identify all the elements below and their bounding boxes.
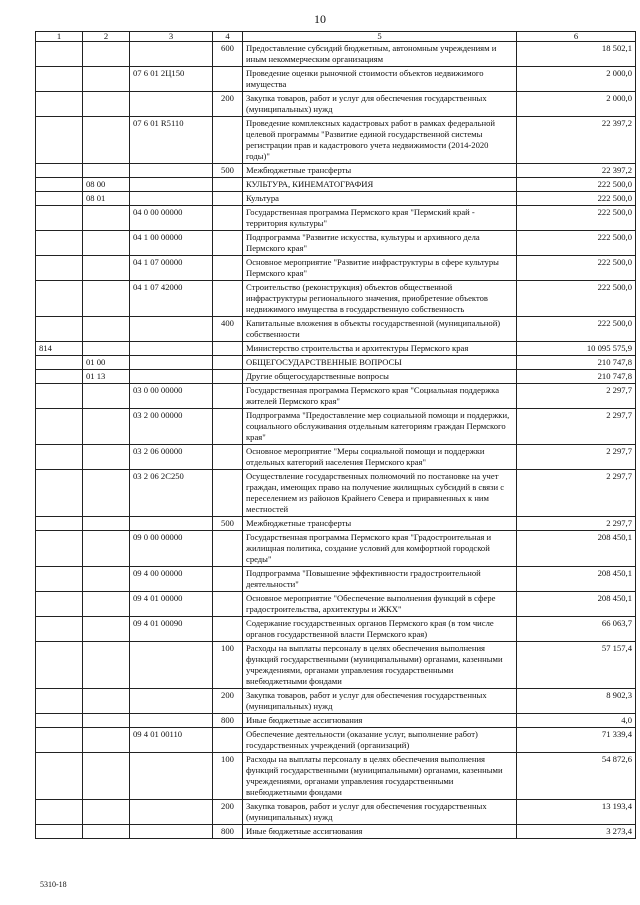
admin-code-cell [36,567,83,592]
target-article-cell: 03 2 06 2С250 [130,470,213,517]
table-row [36,825,636,839]
description-cell: Межбюджетные трансферты [243,164,517,178]
section-code-cell: 01 13 [83,370,130,384]
expense-type-cell [213,567,243,592]
table-row [36,642,636,689]
description-cell: КУЛЬТУРА, КИНЕМАТОГРАФИЯ [243,178,517,192]
section-code-cell [83,714,130,728]
target-article-cell [130,370,213,384]
expense-type-cell: 200 [213,92,243,117]
description-cell: Основное мероприятие "Меры социальной помощи и поддержки отдельных категорий населения Пермского края" [243,445,517,470]
amount-cell: 210 747,8 [517,370,636,384]
section-code-cell [83,384,130,409]
description-cell: ОБЩЕГОСУДАРСТВЕННЫЕ ВОПРОСЫ [243,356,517,370]
admin-code-cell [36,42,83,67]
admin-code-cell [36,206,83,231]
description-cell: Министерство строительства и архитектуры Пермского края [243,342,517,356]
target-article-cell: 09 4 01 00110 [130,728,213,753]
admin-code-cell [36,714,83,728]
table-row [36,517,636,531]
table-row [36,117,636,164]
expense-type-cell: 500 [213,164,243,178]
target-article-cell: 09 4 00 00000 [130,567,213,592]
description-cell: Строительство (реконструкция) объектов общественной инфраструктуры регионального значения, приобретение объектов недвижимого имущества в государственную собственность [243,281,517,317]
amount-cell: 208 450,1 [517,531,636,567]
target-article-cell: 04 0 00 00000 [130,206,213,231]
column-header: 5 [243,32,517,42]
budget-table [35,31,636,839]
expense-type-cell [213,617,243,642]
table-row [36,164,636,178]
section-code-cell [83,800,130,825]
target-article-cell: 03 2 06 00000 [130,445,213,470]
description-cell: Другие общегосударственные вопросы [243,370,517,384]
admin-code-cell: 814 [36,342,83,356]
expense-type-cell [213,531,243,567]
section-code-cell [83,753,130,800]
section-code-cell: 08 01 [83,192,130,206]
amount-cell: 2 297,7 [517,409,636,445]
description-cell: Закупка товаров, работ и услуг для обеспечения государственных (муниципальных) нужд [243,92,517,117]
table-row [36,714,636,728]
expense-type-cell [213,728,243,753]
amount-cell: 2 297,7 [517,470,636,517]
target-article-cell [130,317,213,342]
section-code-cell [83,567,130,592]
table-row [36,617,636,642]
table-row [36,800,636,825]
admin-code-cell [36,517,83,531]
target-article-cell [130,42,213,67]
admin-code-cell [36,592,83,617]
table-row [36,728,636,753]
table-header-row [36,32,636,42]
amount-cell: 57 157,4 [517,642,636,689]
table-row [36,256,636,281]
amount-cell: 208 450,1 [517,592,636,617]
description-cell: Государственная программа Пермского края "Градостроительная и жилищная политика, создание условий для комфортной городской среды" [243,531,517,567]
target-article-cell [130,800,213,825]
expense-type-cell [213,409,243,445]
section-code-cell: 08 00 [83,178,130,192]
description-cell: Проведение оценки рыночной стоимости объектов недвижимого имущества [243,67,517,92]
table-row [36,192,636,206]
table-row [36,317,636,342]
admin-code-cell [36,281,83,317]
description-cell: Расходы на выплаты персоналу в целях обеспечения выполнения функций государственными (муниципальными) органами, казенными учреждениями, органами управления государственными внебюджетными фондами [243,753,517,800]
table-row [36,206,636,231]
section-code-cell [83,617,130,642]
target-article-cell [130,689,213,714]
amount-cell: 13 193,4 [517,800,636,825]
admin-code-cell [36,753,83,800]
table-row [36,689,636,714]
section-code-cell [83,67,130,92]
admin-code-cell [36,370,83,384]
description-cell: Капитальные вложения в объекты государственной (муниципальной) собственности [243,317,517,342]
expense-type-cell: 400 [213,317,243,342]
section-code-cell [83,231,130,256]
amount-cell: 66 063,7 [517,617,636,642]
target-article-cell [130,178,213,192]
expense-type-cell: 600 [213,42,243,67]
section-code-cell [83,642,130,689]
expense-type-cell: 800 [213,714,243,728]
target-article-cell: 07 6 01 R5110 [130,117,213,164]
section-code-cell [83,470,130,517]
amount-cell: 222 500,0 [517,192,636,206]
section-code-cell [83,517,130,531]
section-code-cell [83,825,130,839]
section-code-cell [83,445,130,470]
admin-code-cell [36,445,83,470]
target-article-cell: 03 2 00 00000 [130,409,213,445]
amount-cell: 10 095 575,9 [517,342,636,356]
target-article-cell: 09 4 01 00090 [130,617,213,642]
target-article-cell [130,342,213,356]
section-code-cell [83,409,130,445]
amount-cell: 2 297,7 [517,384,636,409]
column-header: 4 [213,32,243,42]
description-cell: Основное мероприятие "Развитие инфраструктуры в сфере культуры Пермского края" [243,256,517,281]
admin-code-cell [36,800,83,825]
expense-type-cell [213,370,243,384]
description-cell: Обеспечение деятельности (оказание услуг, выполнение работ) государственных учреждений (организаций) [243,728,517,753]
amount-cell: 22 397,2 [517,117,636,164]
section-code-cell [83,281,130,317]
table-row [36,178,636,192]
table-row [36,409,636,445]
description-cell: Межбюджетные трансферты [243,517,517,531]
target-article-cell [130,642,213,689]
amount-cell: 2 297,7 [517,445,636,470]
admin-code-cell [36,728,83,753]
amount-cell: 22 397,2 [517,164,636,178]
section-code-cell [83,592,130,617]
target-article-cell [130,517,213,531]
admin-code-cell [36,164,83,178]
expense-type-cell: 100 [213,642,243,689]
target-article-cell [130,192,213,206]
amount-cell: 18 502,1 [517,42,636,67]
column-header: 1 [36,32,83,42]
column-header: 2 [83,32,130,42]
target-article-cell: 09 4 01 00000 [130,592,213,617]
expense-type-cell: 200 [213,800,243,825]
target-article-cell [130,714,213,728]
amount-cell: 8 902,3 [517,689,636,714]
target-article-cell: 09 0 00 00000 [130,531,213,567]
admin-code-cell [36,67,83,92]
target-article-cell: 04 1 00 00000 [130,231,213,256]
amount-cell: 54 872,6 [517,753,636,800]
target-article-cell: 04 1 07 42000 [130,281,213,317]
expense-type-cell [213,256,243,281]
table-row [36,281,636,317]
target-article-cell: 03 0 00 00000 [130,384,213,409]
admin-code-cell [36,409,83,445]
target-article-cell [130,825,213,839]
description-cell: Предоставление субсидий бюджетным, автономным учреждениям и иным некоммерческим организациям [243,42,517,67]
expense-type-cell: 800 [213,825,243,839]
section-code-cell: 01 00 [83,356,130,370]
amount-cell: 2 297,7 [517,517,636,531]
column-header: 6 [517,32,636,42]
admin-code-cell [36,256,83,281]
table-row [36,445,636,470]
table-row [36,370,636,384]
section-code-cell [83,317,130,342]
description-cell: Расходы на выплаты персоналу в целях обеспечения выполнения функций государственными (муниципальными) органами, казенными учреждениями, органами управления государственными внебюджетными фондами [243,642,517,689]
expense-type-cell [213,231,243,256]
expense-type-cell [213,445,243,470]
target-article-cell [130,753,213,800]
admin-code-cell [36,689,83,714]
admin-code-cell [36,384,83,409]
amount-cell: 2 000,0 [517,92,636,117]
expense-type-cell: 500 [213,517,243,531]
section-code-cell [83,342,130,356]
table-row [36,231,636,256]
amount-cell: 210 747,8 [517,356,636,370]
expense-type-cell [213,206,243,231]
admin-code-cell [36,317,83,342]
table-row [36,342,636,356]
section-code-cell [83,256,130,281]
expense-type-cell [213,281,243,317]
section-code-cell [83,42,130,67]
target-article-cell: 07 6 01 2Ц150 [130,67,213,92]
expense-type-cell [213,470,243,517]
amount-cell: 222 500,0 [517,178,636,192]
amount-cell: 222 500,0 [517,256,636,281]
expense-type-cell [213,356,243,370]
admin-code-cell [36,92,83,117]
section-code-cell [83,206,130,231]
amount-cell: 3 273,4 [517,825,636,839]
admin-code-cell [36,617,83,642]
admin-code-cell [36,192,83,206]
description-cell: Государственная программа Пермского края "Пермский край - территория культуры" [243,206,517,231]
section-code-cell [83,531,130,567]
expense-type-cell [213,592,243,617]
table-row [36,592,636,617]
description-cell: Подпрограмма "Предоставление мер социальной помощи и поддержки, социального обслуживания отдельным категориям граждан Пермского края" [243,409,517,445]
column-header: 3 [130,32,213,42]
description-cell: Закупка товаров, работ и услуг для обеспечения государственных (муниципальных) нужд [243,800,517,825]
description-cell: Подпрограмма "Развитие искусства, культуры и архивного дела Пермского края" [243,231,517,256]
admin-code-cell [36,470,83,517]
expense-type-cell [213,67,243,92]
admin-code-cell [36,231,83,256]
section-code-cell [83,728,130,753]
target-article-cell: 04 1 07 00000 [130,256,213,281]
section-code-cell [83,164,130,178]
section-code-cell [83,92,130,117]
expense-type-cell [213,178,243,192]
description-cell: Осуществление государственных полномочий по постановке на учет граждан, имеющих право на получение жилищных субсидий в связи с переселением из районов Крайнего Севера и приравненных к ним местностей [243,470,517,517]
admin-code-cell [36,642,83,689]
section-code-cell [83,117,130,164]
description-cell: Содержание государственных органов Пермского края (в том числе органов государственной власти Пермского края) [243,617,517,642]
target-article-cell [130,164,213,178]
footer-code: 5310-18 [40,880,67,889]
section-code-cell [83,689,130,714]
table-row [36,567,636,592]
description-cell: Культура [243,192,517,206]
description-cell: Основное мероприятие "Обеспечение выполнения функций в сфере градостроительства, архитектуры и ЖКХ" [243,592,517,617]
expense-type-cell: 100 [213,753,243,800]
expense-type-cell [213,342,243,356]
admin-code-cell [36,117,83,164]
table-body [36,42,636,839]
amount-cell: 208 450,1 [517,567,636,592]
description-cell: Подпрограмма "Повышение эффективности градостроительной деятельности" [243,567,517,592]
description-cell: Закупка товаров, работ и услуг для обеспечения государственных (муниципальных) нужд [243,689,517,714]
amount-cell: 222 500,0 [517,317,636,342]
description-cell: Иные бюджетные ассигнования [243,825,517,839]
target-article-cell [130,92,213,117]
table-row [36,470,636,517]
table-row [36,753,636,800]
amount-cell: 2 000,0 [517,67,636,92]
description-cell: Проведение комплексных кадастровых работ в рамках федеральной целевой программы "Развитие единой государственной системы регистрации прав и кадастрового учета недвижимости (2014-2020 годы)" [243,117,517,164]
table-row [36,42,636,67]
expense-type-cell [213,117,243,164]
amount-cell: 222 500,0 [517,206,636,231]
table-row [36,67,636,92]
amount-cell: 222 500,0 [517,231,636,256]
table-row [36,384,636,409]
admin-code-cell [36,825,83,839]
amount-cell: 222 500,0 [517,281,636,317]
admin-code-cell [36,356,83,370]
description-cell: Иные бюджетные ассигнования [243,714,517,728]
page-number: 10 [314,12,326,26]
expense-type-cell [213,384,243,409]
target-article-cell [130,356,213,370]
amount-cell: 4,0 [517,714,636,728]
admin-code-cell [36,531,83,567]
table-row [36,356,636,370]
expense-type-cell [213,192,243,206]
table-row [36,531,636,567]
table-row [36,92,636,117]
expense-type-cell: 200 [213,689,243,714]
admin-code-cell [36,178,83,192]
description-cell: Государственная программа Пермского края "Социальная поддержка жителей Пермского края" [243,384,517,409]
amount-cell: 71 339,4 [517,728,636,753]
